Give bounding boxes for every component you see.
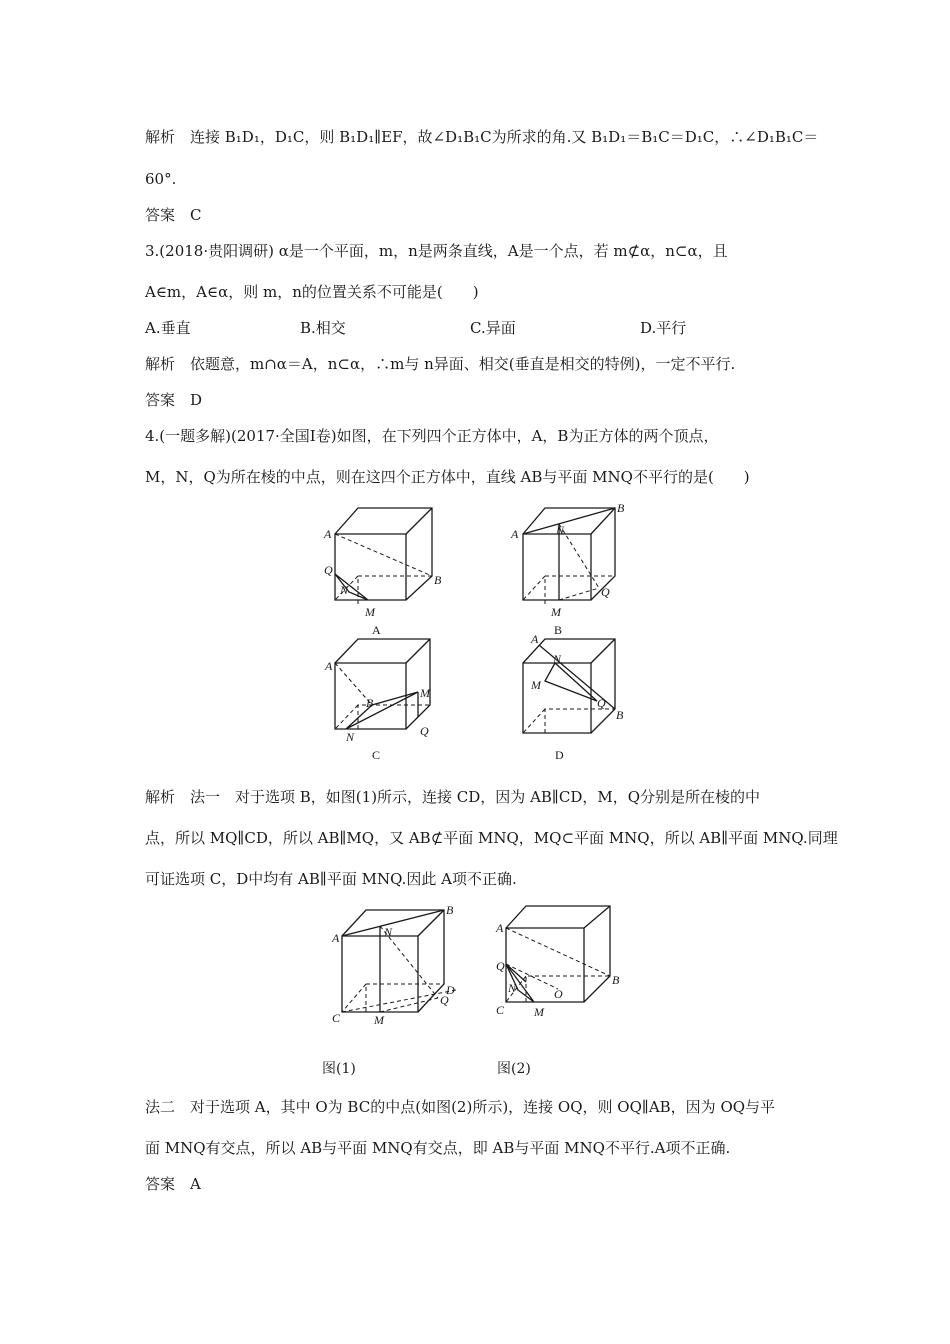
label-q: Q: [597, 696, 606, 710]
q4-stem-line-1: 4.(一题多解)(2017·全国Ⅰ卷)如图，在下列四个正方体中，A，B为正方体的两个顶点，: [145, 427, 719, 445]
label-c: C: [332, 1011, 341, 1025]
solution-figure-1: [328, 902, 468, 1036]
caption-a: A: [372, 623, 381, 637]
label-a: A: [496, 921, 504, 935]
label-o: O: [554, 987, 563, 1001]
q3-stem-line-2: A∈m，A∈α，则 m，n的位置关系不可能是( ): [145, 283, 479, 301]
label-m: M: [420, 686, 430, 700]
label-m: M: [534, 1005, 544, 1019]
label-q: Q: [420, 724, 429, 738]
q2-answer: 答案 C: [145, 206, 202, 224]
q3-stem-line-1: 3.(2018·贵阳调研) α是一个平面，m，n是两条直线，A是一个点，若 m⊄α，n⊂α，且: [145, 242, 728, 260]
q4-method1-line-2: 点，所以 MQ∥CD，所以 AB∥MQ，又 AB⊄平面 MNQ，MQ⊂平面 MNQ，所以 AB∥平面 MNQ.同理: [145, 829, 838, 847]
q4-method2-line-2: 面 MNQ有交点，所以 AB与平面 MNQ有交点，即 AB与平面 MNQ不平行.A项不正确.: [145, 1139, 731, 1157]
label-a: A: [324, 527, 332, 541]
label-m: M: [551, 605, 561, 619]
q3-option-c: C.异面: [470, 319, 516, 337]
label-a: A: [332, 931, 340, 945]
q4-method1-line-3: 可证选项 C，D中均有 AB∥平面 MNQ.因此 A项不正确.: [145, 870, 517, 888]
caption-c: C: [372, 748, 381, 762]
solution-figure-1-caption: 图(1): [322, 1061, 356, 1077]
label-b: B: [446, 903, 454, 917]
label-c: C: [496, 1003, 505, 1017]
label-m: M: [365, 605, 375, 619]
label-a: A: [531, 632, 539, 646]
label-a: A: [325, 659, 333, 673]
q2-analysis-line-1: 解析 连接 B₁D₁，D₁C，则 B₁D₁∥EF，故∠D₁B₁C为所求的角.又 B₁D₁＝B₁C＝D₁C，∴∠D₁B₁C＝: [145, 128, 819, 146]
label-q: Q: [496, 959, 505, 973]
label-b: B: [617, 501, 625, 515]
solution-figure-2-caption: 图(2): [497, 1061, 531, 1077]
q4-method1-line-1: 解析 法一 对于选项 B，如图(1)所示，连接 CD，因为 AB∥CD，M，Q分别是所在棱的中: [145, 788, 761, 806]
q3-option-b: B.相交: [300, 319, 346, 337]
label-n: N: [556, 523, 565, 537]
solution-figure-2: [490, 902, 630, 1036]
label-n: N: [346, 730, 355, 744]
label-b: B: [434, 573, 442, 587]
label-m: M: [374, 1013, 384, 1027]
label-n: N: [384, 925, 393, 939]
caption-b: B: [554, 623, 563, 637]
q4-stem-line-2: M，N，Q为所在棱的中点，则在这四个正方体中，直线 AB与平面 MNQ不平行的是( ): [145, 468, 750, 486]
q3-answer: 答案 D: [145, 391, 203, 409]
q3-option-a: A.垂直: [145, 319, 191, 337]
label-n: N: [340, 583, 349, 597]
cube-figure-d: [505, 632, 635, 784]
cube-figure-a: [320, 498, 450, 647]
q3-option-d: D.平行: [640, 319, 687, 337]
label-d: D: [446, 983, 455, 997]
cube-figure-c: [320, 635, 450, 784]
label-m: M: [531, 678, 541, 692]
q4-method2-line-1: 法二 对于选项 A，其中 O为 BC的中点(如图(2)所示)，连接 OQ，则 OQ∥AB，因为 OQ与平: [145, 1098, 776, 1116]
cube-figure-b: [505, 498, 635, 647]
label-a: A: [511, 527, 519, 541]
label-q: Q: [601, 585, 610, 599]
q2-analysis-line-2: 60°.: [145, 170, 177, 188]
label-b: B: [612, 973, 620, 987]
q3-analysis: 解析 依题意，m∩α＝A，n⊂α，∴m与 n异面、相交(垂直是相交的特例)，一定不平行.: [145, 355, 736, 373]
label-q: Q: [440, 993, 449, 1007]
label-n: N: [508, 981, 517, 995]
label-q: Q: [324, 563, 333, 577]
label-n: N: [553, 652, 562, 666]
label-b: B: [616, 708, 624, 722]
label-b: B: [366, 696, 374, 710]
caption-d: D: [555, 748, 564, 762]
q4-answer: 答案 A: [145, 1175, 201, 1193]
